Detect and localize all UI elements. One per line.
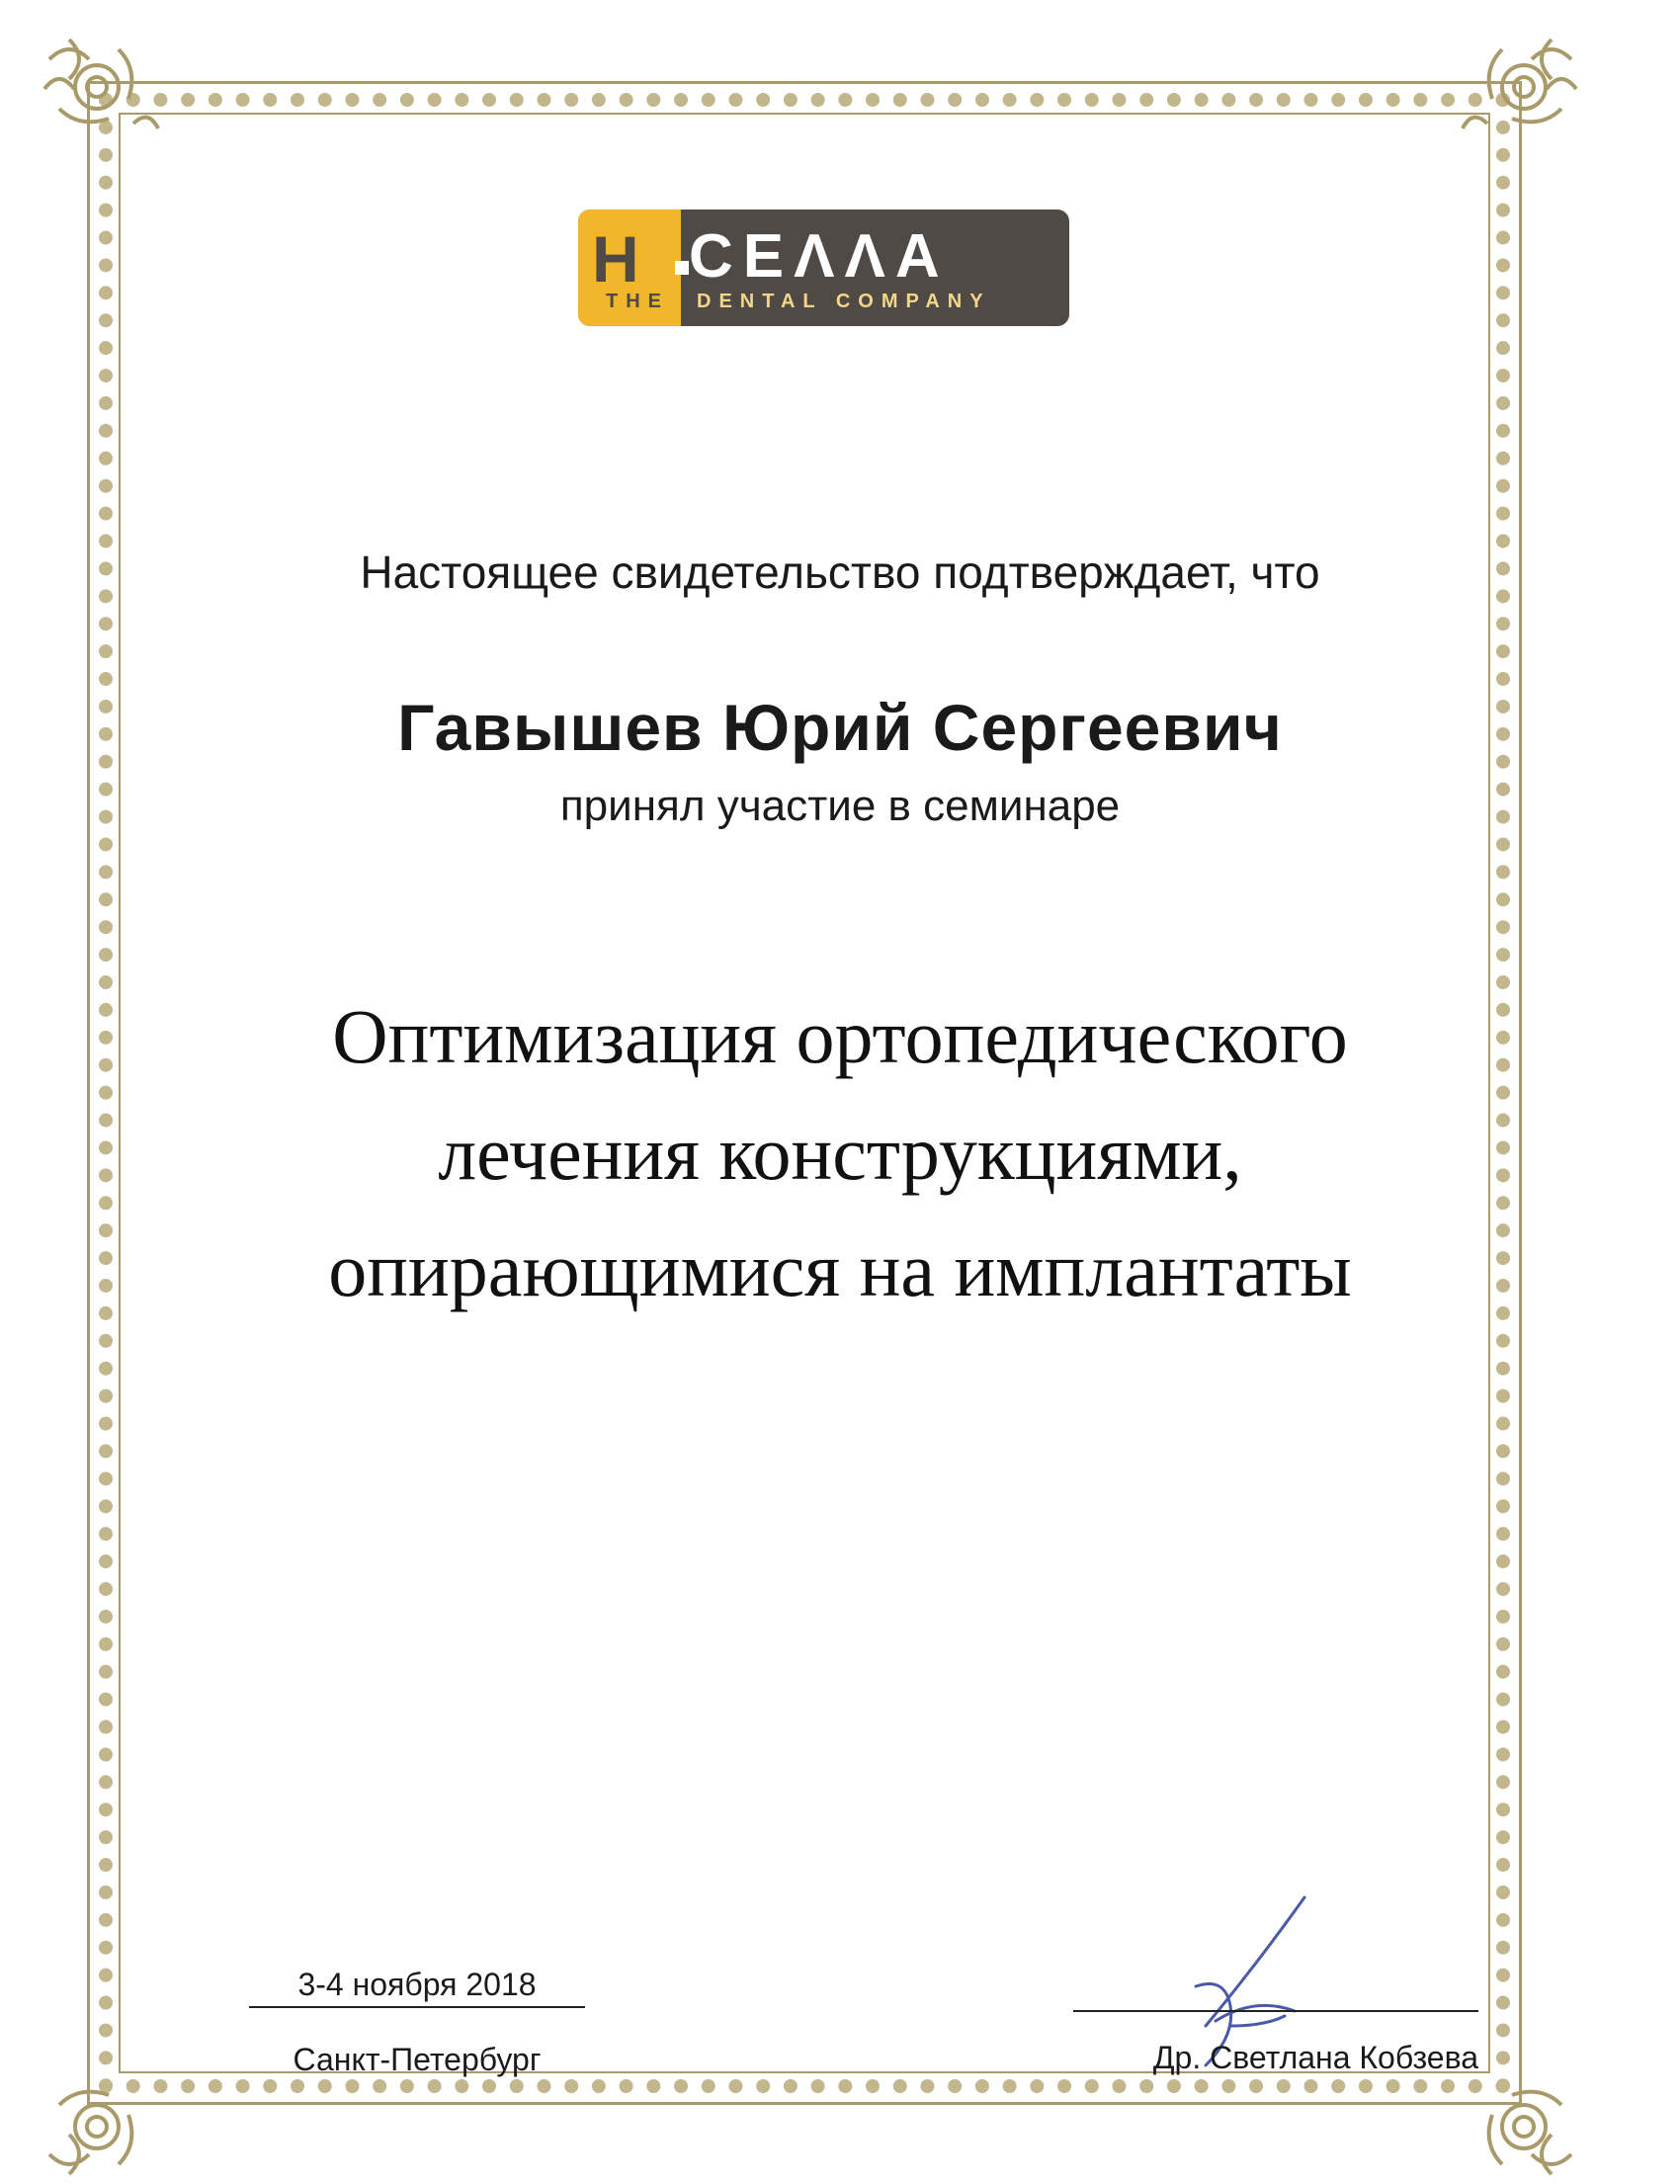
logo-letter: H <box>592 222 641 295</box>
certificate-intro: Настоящее свидетельство подтверждает, что <box>360 546 1320 598</box>
corner-ornament-icon <box>40 2056 168 2184</box>
seminar-title <box>0 978 1680 1328</box>
participation-text: принял участие в семинаре <box>559 782 1121 830</box>
seminar-title-line: опирающимися на имплантаты <box>328 1226 1352 1312</box>
logo-tagline-prefix: THE <box>606 291 669 312</box>
signer-name: Др. Светлана Кобзева <box>1152 2040 1478 2075</box>
recipient-name: Гавышев Юрий Сергеевич <box>397 691 1283 764</box>
corner-ornament-icon <box>1453 30 1581 158</box>
seminar-title-line: лечения конструкциями, <box>438 1110 1242 1196</box>
event-city: Санкт-Петербург <box>293 2042 542 2077</box>
date-underline <box>249 2006 585 2008</box>
seminar-title-line: Оптимизация ортопедического <box>332 993 1348 1079</box>
event-date: 3-4 ноября 2018 <box>297 1967 537 2002</box>
logo-dot <box>675 261 689 275</box>
company-logo <box>578 210 1069 326</box>
logo-name: CEΛΛA <box>689 222 950 291</box>
corner-ornament-icon <box>40 30 168 158</box>
logo-tagline: DENTAL COMPANY <box>697 291 991 312</box>
signature-line <box>1073 2010 1478 2012</box>
